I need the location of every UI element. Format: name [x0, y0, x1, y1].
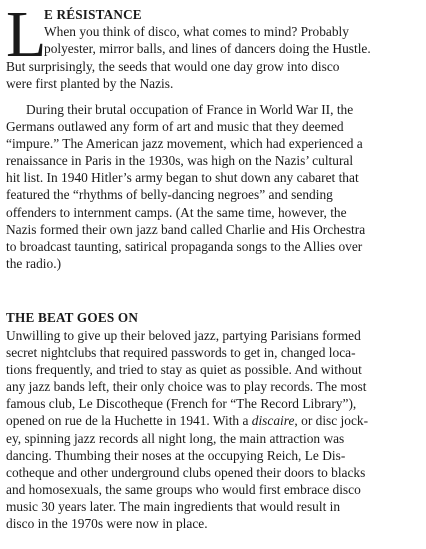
paragraph-2-line: renaissance in Paris in the 1930s, was high on the Nazis’ cultural — [6, 153, 354, 169]
line-text-end: , or disc jock- — [294, 413, 369, 429]
section-heading-resistance: E RÉSISTANCE — [44, 7, 142, 22]
paragraph-2-line: the radio.) — [6, 255, 62, 271]
paragraph-3 — [6, 327, 420, 532]
paragraph-2-line: to broadcast taunting, satirical propaganda songs to the Allies over — [6, 238, 363, 254]
paragraph-1-line: But surprisingly, the seeds that would one day grow into disco — [6, 59, 340, 74]
line-text-start: opened on rue de la Huchette in 1941. With a — [6, 413, 252, 429]
paragraph-1-line: were first planted by the Nazis. — [6, 76, 174, 92]
paragraph-3-line: secret nightclubs that required passwords to get in, changed loca- — [6, 345, 356, 361]
paragraph-2-line: “impure.” The American jazz movement, which had experienced a — [6, 136, 363, 152]
paragraph-3-line: tions frequently, and tried to stay as quiet as possible. And without — [6, 362, 362, 378]
paragraph-3-line: music 30 years later. The main ingredients that would result in — [6, 498, 341, 514]
intro-line-1: When you think of disco, what comes to mind? Probably — [44, 24, 349, 39]
paragraph-2-line: featured the “rhythms of belly-dancing negroes” and sending — [6, 187, 333, 203]
paragraph-3-line: ey, spinning jazz records all night long, the main attraction was — [6, 430, 345, 446]
italic-term-discaire: discaire — [251, 413, 295, 429]
paragraph-1 — [6, 58, 420, 92]
intro-line-2: polyester, mirror balls, and lines of dancers doing the Hustle. — [44, 41, 371, 56]
paragraph-3-line: Unwilling to give up their beloved jazz, partying Parisians formed — [6, 328, 361, 343]
paragraph-3-line: disco in the 1970s were now in place. — [6, 516, 208, 532]
paragraph-2-line: Nazis formed their own jazz band called Charlie and His Orchestra — [6, 221, 366, 237]
paragraph-3-line: cotheque and other underground clubs opened their doors to blacks — [6, 464, 366, 480]
paragraph-2 — [6, 101, 420, 272]
paragraph-2-line: Germans outlawed any form of art and music that they deemed — [6, 119, 344, 135]
paragraph-3-line — [6, 412, 420, 429]
paragraph-2-line: hit list. In 1940 Hitler’s army began to shut down any cabaret that — [6, 170, 359, 186]
paragraph-3-line: any jazz bands left, their only choice was to play records. The most — [6, 379, 367, 395]
paragraph-3-line: and homosexuals, the same groups who would first embrace disco — [6, 481, 361, 497]
paragraph-3-line: dancing. Thumbing their noses at the occupying Reich, Le Dis- — [6, 447, 346, 463]
paragraph-2-line: During their brutal occupation of France in World War II, the — [26, 102, 354, 117]
section-heading-beat-goes-on: THE BEAT GOES ON — [6, 310, 139, 325]
drop-cap-letter: L — [6, 0, 47, 71]
paragraph-3-line: famous club, Le Discotheque (French for “The Record Library”), — [6, 396, 357, 412]
paragraph-2-line: offenders to internment camps. (At the same time, however, the — [6, 204, 347, 220]
